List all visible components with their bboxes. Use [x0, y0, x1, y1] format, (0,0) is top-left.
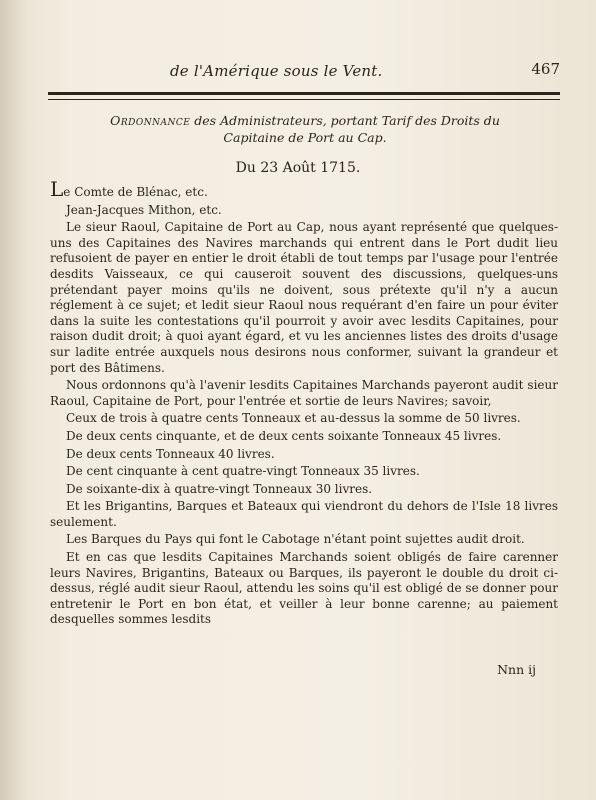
paragraph: De cent cinquante à cent quatre-vingt Tonneaux 35 livres. — [66, 464, 420, 479]
paragraph: Nous ordonnons qu'à l'avenir lesdits Capitaines Marchands payeront audit sieur Raoul, Capitaine de Port, pour l'entrée et sortie de leurs Navires; savoir, — [50, 378, 558, 408]
document-date: Du 23 Août 1715. — [235, 160, 361, 176]
paragraph: Le sieur Raoul, Capitaine de Port au Cap, nous ayant représenté que quelques-uns des Capitaines des Navires marchands qui entrent dans le Port dudit lieu refusoient de payer en entier le droit établi de tout temps par l'usage pour l'entrée desdits Vaisseaux, ce qui causeroit souvent des discussions, quelques-uns prétendant payer moins qu'ils ne doivent, sous prétexte qu'il n'y a aucun réglement à ce sujet; et ledit sieur Raoul nous requérant d'en faire un pour éviter dans la suite les contestations qu'il pourroit y avoir avec lesdits Capitaines, pour raison dudit droit; à quoi ayant égard, et vu les anciennes listes des droits d'usage sur ladite entrée auxquels nous desirons nous conformer, suivant la grandeur et port des Bâtimens. — [50, 220, 558, 375]
paragraph: De deux cents Tonneaux 40 livres. — [66, 446, 275, 461]
title-lead-word: Ordonnance — [110, 113, 191, 128]
title-line-1: des Administrateurs, portant Tarif des Droits du — [190, 113, 500, 128]
paragraph: De deux cents cinquante, et de deux cents soixante Tonneaux 45 livres. — [66, 428, 502, 443]
header-rule — [48, 92, 560, 100]
page-header — [40, 60, 560, 84]
paragraph: Jean-Jacques Mithon, etc. — [66, 202, 222, 217]
body-text — [50, 177, 558, 630]
paragraph-text: e Comte de Blénac, etc. — [63, 185, 208, 199]
page-number: 467 — [531, 60, 560, 78]
document-title — [50, 112, 560, 146]
signature-mark: Nnn ij — [497, 662, 536, 677]
running-title: de l'Amérique sous le Vent. — [170, 62, 383, 80]
paragraph: Ceux de trois à quatre cents Tonneaux et au-dessus la somme de 50 livres. — [66, 411, 521, 426]
paragraph: Et en cas que lesdits Capitaines Marchands soient obligés de faire carenner leurs Navires, Brigantins, Bateaux ou Barques, ils payeront le double du droit ci-dessus, réglé audit sieur Raoul, attendu les soins qu'il est obligé de se donner pour entretenir le Port en bon état, et veiller à leur bonne carenne; au paiement desquelles sommes lesdits — [50, 550, 558, 627]
page-gutter-shadow — [0, 0, 28, 800]
drop-cap: L — [50, 177, 64, 201]
paragraph: Les Barques du Pays qui font le Cabotage n'étant point sujettes audit droit. — [66, 532, 525, 547]
paragraph — [50, 177, 558, 201]
paragraph: Et les Brigantins, Barques et Bateaux qui viendront du dehors de l'Isle 18 livres seulement. — [50, 499, 558, 529]
paragraph: De soixante-dix à quatre-vingt Tonneaux 30 livres. — [66, 481, 373, 496]
title-line-2: Capitaine de Port au Cap. — [223, 130, 387, 145]
